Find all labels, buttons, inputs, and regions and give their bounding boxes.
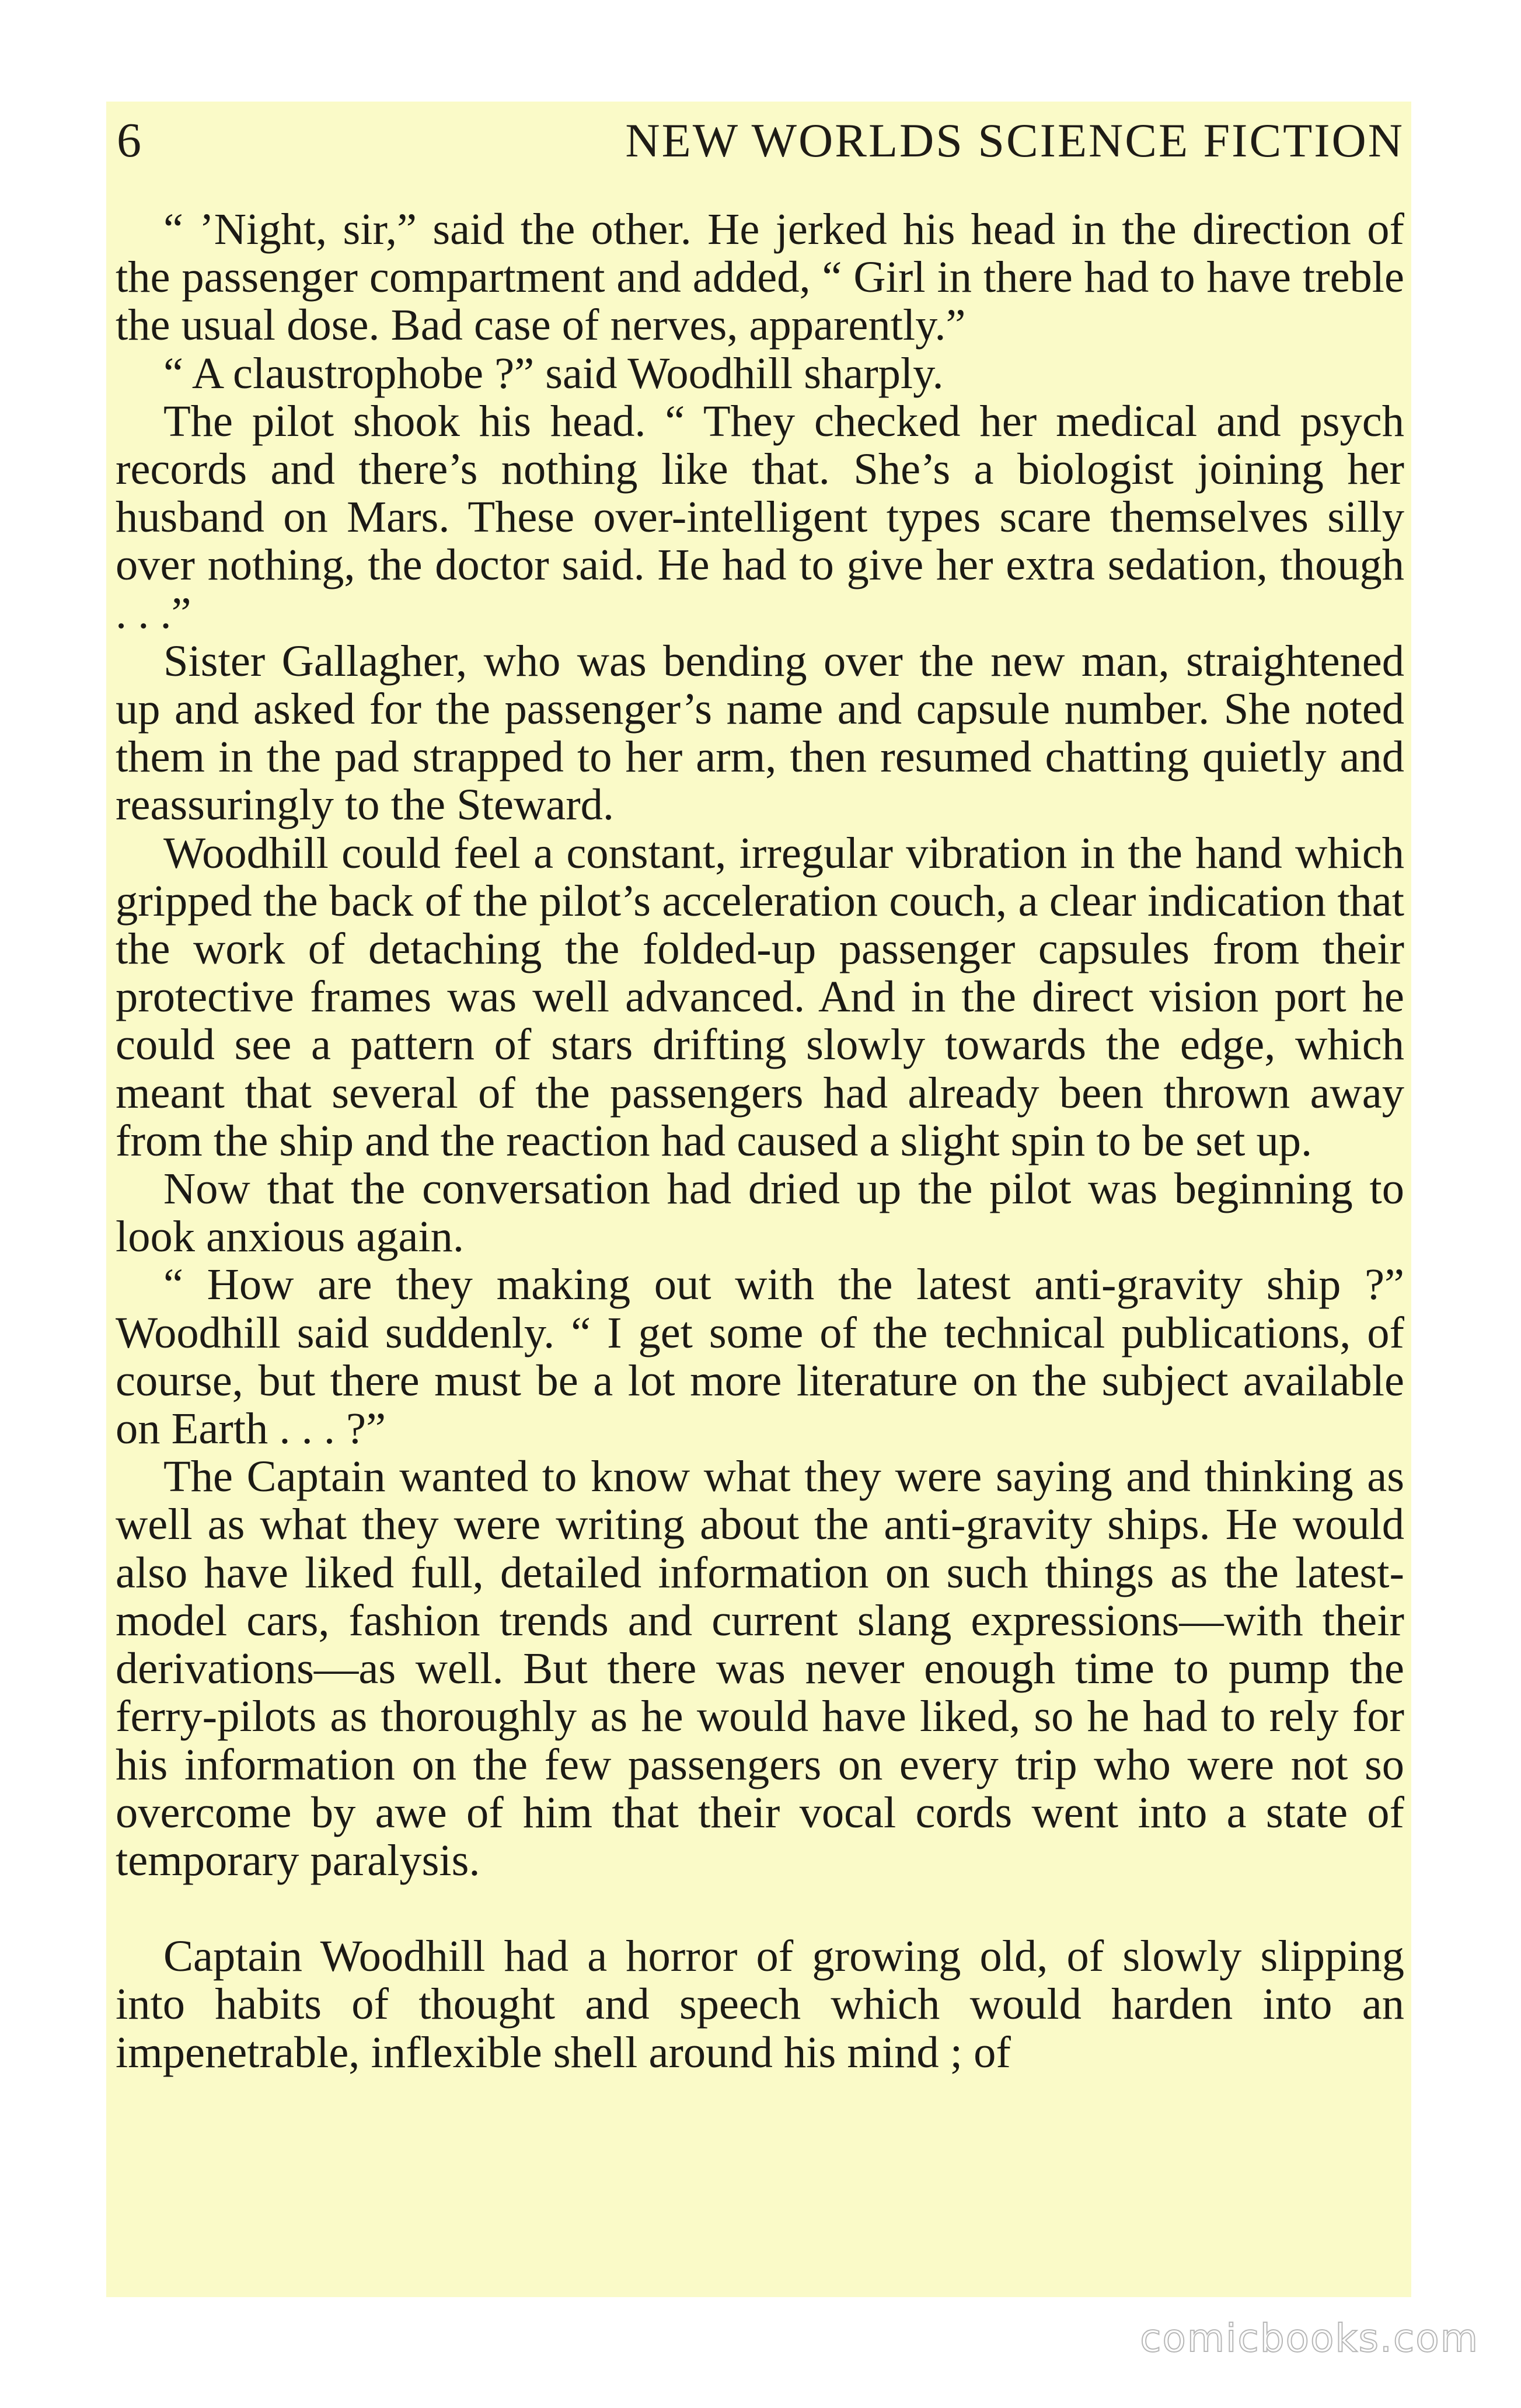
paragraph-9: Captain Woodhill had a horror of growing old, of slowly slipping into habits of thought and speech which would harden into an impenetrable, inflexible shell around his mind ; of	[116, 1931, 1404, 2077]
story-text	[116, 205, 1404, 2077]
page-header	[117, 112, 1404, 177]
paragraph-4: Sister Gallagher, who was bending over the new man, straightened up and asked for the passenger’s name and capsule number. She noted them in the pad strapped to her arm, then resumed chatting quietly and reassuringly to the Steward.	[116, 636, 1404, 830]
paragraph-2: “ A claustrophobe ?” said Woodhill sharply.	[163, 348, 944, 398]
book-page	[106, 102, 1411, 2297]
page-number: 6	[117, 113, 142, 167]
paragraph-3: The pilot shook his head. “ They checked her medical and psych records and there’s nothing like that. She’s a biologist joining her husband on Mars. These over-intelligent types scare themselves silly over nothing, the doctor said. He had to give her extra sedation, though . . .”	[116, 396, 1404, 638]
paragraph-1: “ ’Night, sir,” said the other. He jerked his head in the direction of the passenger compartment and added, “ Girl in there had to have treble the usual dose. Bad case of nerves, apparently.”	[116, 204, 1404, 350]
paragraph-8: The Captain wanted to know what they were saying and thinking as well as what they were writing about the anti-gravity ships. He would also have liked full, detailed information on such things as the latest-model cars, fashion trends and current slang expressions—with their derivations—as well. But there was never enough time to pump the ferry-pilots as thoroughly as he would have liked, so he had to rely for his information on the few passengers on every trip who were not so overcome by awe of him that their vocal cords went into a state of temporary paralysis.	[116, 1451, 1404, 1885]
paragraph-7: “ How are they making out with the latest anti-gravity ship ?” Woodhill said suddenly. “ I get some of the technical publications, of course, but there must be a lot more literature on the subject available on Earth . . . ?”	[116, 1259, 1404, 1454]
paragraph-5: Woodhill could feel a constant, irregular vibration in the hand which gripped the back of the pilot’s acceleration couch, a clear indication that the work of detaching the folded-up passenger capsules from their protective frames was well advanced. And in the direct vision port he could see a pattern of stars drifting slowly towards the edge, which meant that several of the passengers had already been thrown away from the ship and the reaction had caused a slight spin to be set up.	[116, 828, 1404, 1165]
running-title: NEW WORLDS SCIENCE FICTION	[625, 114, 1404, 167]
watermark: comicbooks.com	[1140, 2316, 1479, 2361]
paragraph-6: Now that the conversation had dried up the pilot was beginning to look anxious again.	[116, 1164, 1404, 1262]
